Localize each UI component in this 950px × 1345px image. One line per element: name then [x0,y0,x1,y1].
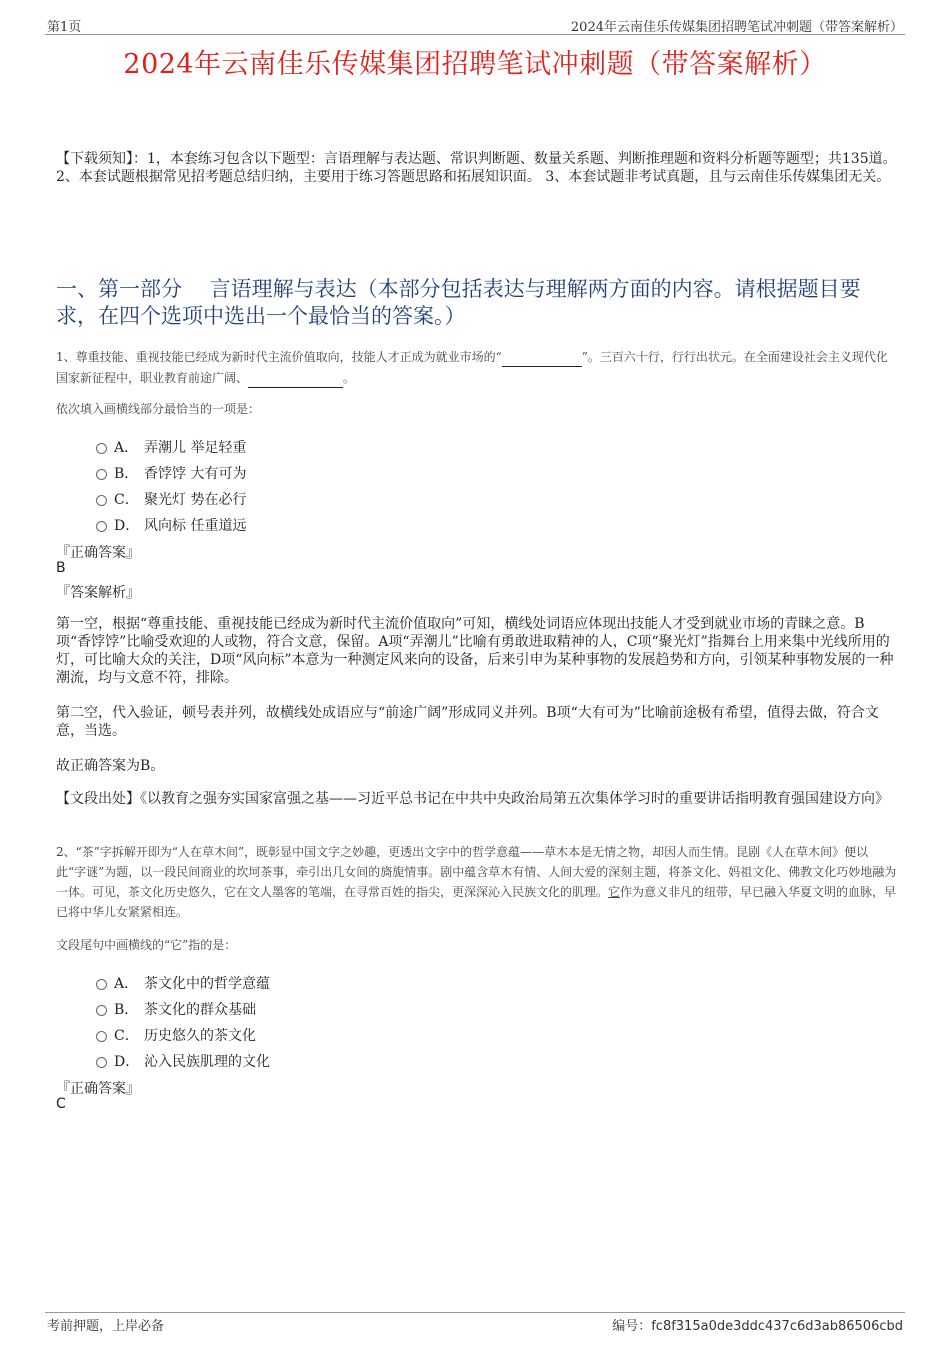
q2-answer-label: 『正确答案』 [56,1081,140,1097]
q1-stem-text-2: ”。三百六十行，行行出状元。在全面建设社会主义现代化国家新征程中，职业教育前途广阔、 [56,350,888,385]
option-text: 风向标 任重道远 [144,518,247,534]
page-title: 2024年云南佳乐传媒集团招聘笔试冲刺题（带答案解析） [123,49,827,80]
radio-icon[interactable] [96,1031,107,1042]
q1-source: 【文段出处】《以教育之强夯实国家富强之基——习近平总书记在中共中央政治局第五次集体学习时的重要讲话指明教育强国建设方向》 [56,791,889,807]
option-letter: C． [114,1028,139,1044]
option-text: 沁入民族肌理的文化 [144,1054,270,1070]
page-header [45,14,905,35]
header-doc-title: 2024年云南佳乐传媒集团招聘笔试冲刺题（带答案解析） [570,20,903,35]
radio-icon[interactable] [96,1057,107,1068]
option-letter: B． [114,1002,139,1018]
q1-option-a[interactable] [96,437,246,457]
footer-doc-id: 编号：fc8f315a0de3ddc437c6d3ab86506cbd [612,1319,903,1334]
q1-stem-text-3: 。 [343,371,356,385]
q1-option-d[interactable] [96,515,246,535]
option-letter: A． [114,976,139,992]
q1-analysis-p2: 第二空，代入验证，顿号表并列，故横线处成语应与“前途广阔”形成同义并列。B项“大有可为”比喻前途极有希望，值得去做，符合文意，当选。 [56,705,879,739]
option-letter: A． [114,440,139,456]
q1-blank-1 [502,346,582,367]
q2-prompt: 文段尾句中画横线的“它”指的是： [56,938,237,952]
q2-option-c[interactable] [96,1025,256,1045]
q1-stem [56,346,898,388]
option-letter: B． [114,466,139,482]
q1-option-b[interactable] [96,463,246,483]
q2-stem-text-2: 作为意义非凡的纽带，早已融入华夏文明的血脉，早已将中华儿女紧紧相连。 [56,885,897,919]
radio-icon[interactable] [96,1005,107,1016]
q1-answer-label: 『正确答案』 [56,545,140,561]
option-letter: D． [114,518,140,534]
q1-option-c[interactable] [96,489,246,509]
q2-underlined-word: 它 [608,885,621,899]
radio-icon[interactable] [96,443,107,454]
radio-icon[interactable] [96,979,107,990]
q1-stem-text-1: 1、尊重技能、重视技能已经成为新时代主流价值取向，技能人才正成为就业市场的“ [56,350,502,364]
q1-analysis-p1: 第一空，根据“尊重技能、重视技能已经成为新时代主流价值取向”可知，横线处词语应体现出技能人才受到就业市场的青睐之意。B项“香饽饽”比喻受欢迎的人或物，符合文意，保留。A项“弄潮儿”比喻有勇敢进取精神的人，C项“聚光灯”指舞台上用来集中光线所用的灯，可比喻大众的关注，D项“风向标”本意为一种测定风来向的设备，后来引申为某种事物的发展趋势和方向，引领某种事物发展的一种潮流，均与文意不符，排除。 [56,616,894,686]
radio-icon[interactable] [96,469,107,480]
q2-option-b[interactable] [96,999,256,1019]
q2-stem-text-1: 2、“茶”字拆解开即为“人在草木间”，既彰显中国文字之妙趣，更透出文字中的哲学意蕴——草木本是无情之物，却因人而生情。昆剧《人在草木间》便以此“字谜”为题，以一段民间商业的坎坷茶事，牵引出几女间的旖旎情事。剧中蕴含草木有情、人间大爱的深刻主题，将茶文化、妈祖文化、佛教文化巧妙地融为一体。可见，茶文化历史悠久，它在文人墨客的笔端，在寻常百姓的指尖，更深深沁入民族文化的肌理。 [56,845,897,899]
radio-icon[interactable] [96,495,107,506]
option-text: 茶文化中的哲学意蕴 [144,976,270,992]
q2-stem [56,842,898,922]
radio-icon[interactable] [96,521,107,532]
page-number: 第1页 [47,20,82,35]
q2-option-d[interactable] [96,1051,270,1071]
option-text: 弄潮儿 举足轻重 [144,440,247,456]
q1-blank-2 [248,367,343,388]
option-text: 聚光灯 势在必行 [144,492,247,508]
page-footer [45,1312,905,1335]
q1-answer: B [56,560,66,576]
section-heading: 一、第一部分 言语理解与表达（本部分包括表达与理解两方面的内容。请根据题目要求，在四个选项中选出一个最恰当的答案。） [56,277,861,328]
option-letter: C． [114,492,139,508]
q1-prompt: 依次填入画横线部分最恰当的一项是： [56,402,261,416]
q1-analysis-p3: 故正确答案为B。 [56,758,165,774]
q2-answer: C [56,1096,66,1112]
option-text: 茶文化的群众基础 [144,1002,256,1018]
q1-analysis-label: 『答案解析』 [56,585,140,601]
option-text: 香饽饽 大有可为 [144,466,247,482]
option-text: 历史悠久的茶文化 [144,1028,256,1044]
footer-slogan: 考前押题，上岸必备 [47,1319,165,1334]
download-notice: 【下载须知】：1，本套练习包含以下题型：言语理解与表达题、常识判断题、数量关系题、判断推理题和资料分析题等题型；共135道。 2、本套试题根据常见招考题总结归纳，主要用于练习答题思路和拓展知识面。 3、本套试题非考试真题，且与云南佳乐传媒集团无关。 [56,151,897,185]
q2-option-a[interactable] [96,973,270,993]
option-letter: D． [114,1054,140,1070]
